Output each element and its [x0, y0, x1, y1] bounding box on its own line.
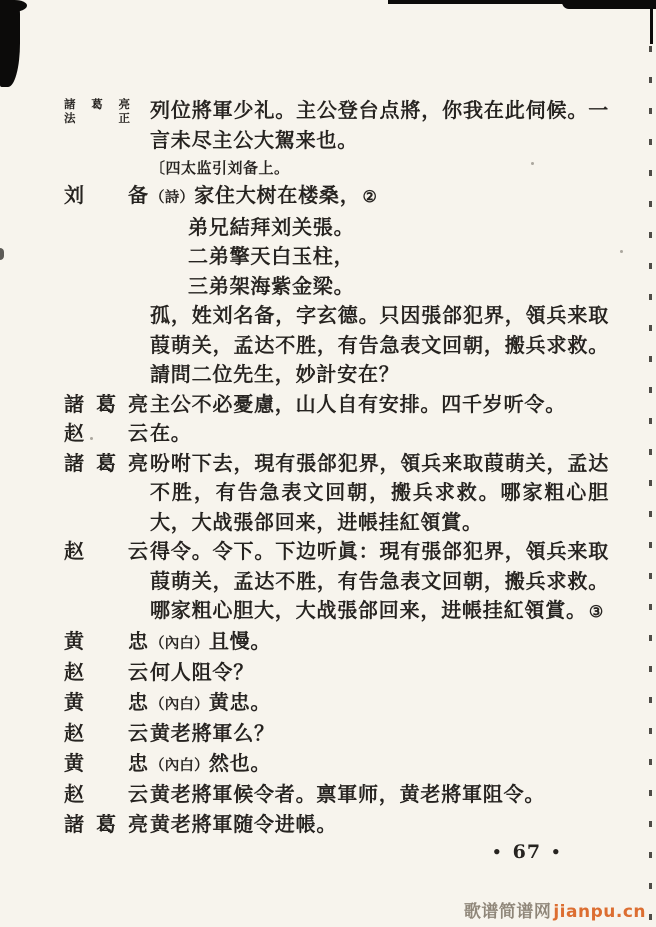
speech-note: （內白） [150, 756, 209, 774]
speech-text: 得令。令下。下边听眞：現有張郃犯界，領兵来取葭萌关，孟达不胜，有告急表文回朝，搬兵求救。哪家粗心胆大，大战張郃回来，进帳挂紅領賞。 [150, 539, 609, 622]
speaker-name: 黄 忠 [64, 750, 148, 775]
verse-line: 二弟擎天白玉柱， [188, 244, 355, 268]
speech-text: 黄老將軍候令者。禀軍师，黄老將軍阻令。 [150, 782, 546, 806]
speaker-dual-label [64, 96, 148, 125]
speech-block [150, 537, 609, 627]
dialogue-row [64, 719, 609, 749]
speech-block [150, 627, 609, 659]
speaker-name: 黄 忠 [64, 689, 148, 714]
speech-note: （詩） [150, 189, 195, 206]
dialogue-row [64, 419, 609, 449]
speech-text: 黄忠。 [208, 689, 272, 714]
dialogue-row [64, 181, 609, 390]
speech-note: （內白） [150, 695, 209, 713]
speech-text: 在。 [150, 421, 192, 445]
dialogue-row [64, 688, 609, 720]
dialogue-row [64, 780, 609, 810]
speech-text: 吩咐下去，現有張郃犯界，領兵来取葭萌关，孟达不胜，有告急表文回朝，搬兵求救。哪家粗心胆大，大战張郃回来，进帳挂紅領賞。 [150, 450, 609, 534]
dialogue-row [64, 537, 609, 627]
scan-artifact-right-edge-dashes [649, 46, 652, 927]
speaker-name: 諸葛亮 [64, 450, 148, 475]
speech-text: 孤，姓刘名备，字玄德。只因張郃犯界，領兵来取葭萌关，孟达不胜，有告急表文回朝，搬兵求救。請問二位先生，妙計安在？ [150, 303, 609, 386]
speech-text: 且慢。 [208, 628, 272, 653]
script-content [64, 96, 609, 839]
scan-artifact-right-edge-top [650, 0, 653, 44]
speech-block [150, 181, 609, 390]
stage-direction-row [64, 155, 609, 181]
speech-block [150, 749, 609, 781]
footnote-marker: ② [362, 187, 377, 206]
dialogue-row [64, 658, 609, 688]
page-number [492, 841, 562, 863]
watermark [464, 897, 646, 922]
scan-speck [620, 250, 623, 253]
speaker-name: 黄 忠 [64, 628, 148, 653]
speaker-name: 諸葛亮 [64, 811, 148, 836]
watermark-site-url: jianpu.cn [553, 902, 646, 922]
speech-text: 黄老將軍么？ [150, 721, 275, 745]
speaker-name: 赵 云 [64, 539, 148, 563]
speaker-name: 諸葛亮 [64, 391, 148, 416]
scan-artifact-left-mark [0, 248, 4, 260]
verse-line: 三弟架海紫金梁。 [188, 273, 355, 298]
speech-text: 列位將軍少礼。主公登台点將，你我在此伺候。一言未尽主公大駕来也。 [150, 98, 609, 152]
speech-text: 主公不必憂慮，山人自有安排。四千岁听令。 [150, 391, 566, 416]
scan-artifact-top-right-corner [562, 0, 656, 9]
scan-artifact-top-left-blob [0, 0, 20, 87]
speaker-name: 法 正 [64, 111, 130, 125]
stage-direction: 〔四太监引刘备上。 [150, 159, 290, 177]
footnote-marker: ③ [588, 602, 604, 621]
dialogue-row [64, 749, 609, 781]
speaker-name: 赵 云 [64, 660, 148, 684]
poem-line [150, 181, 609, 213]
dialogue-row [64, 96, 609, 155]
speech-text: 黄老將軍随令进帳。 [150, 811, 338, 836]
dialogue-row [64, 449, 609, 538]
dialogue-row [64, 390, 609, 420]
speech-text: 然也。 [208, 750, 272, 775]
speaker-name: 諸葛亮 [64, 97, 130, 111]
speech-text: 何人阻令？ [150, 660, 254, 684]
dialogue-row [64, 627, 609, 659]
speaker-name: 赵 云 [64, 421, 148, 445]
page-number-value: 67 [512, 841, 542, 863]
speaker-name: 赵 云 [64, 782, 148, 806]
page-number-bullet: • [551, 842, 562, 861]
dialogue-row [64, 810, 609, 840]
poem-text: 家住大树在楼桑， [194, 183, 361, 207]
verse-line: 弟兄結拜刘关張。 [188, 214, 355, 239]
page-number-bullet: • [492, 842, 503, 861]
speech-block [150, 688, 609, 720]
speech-note: （內白） [150, 634, 209, 652]
speaker-name: 赵 云 [64, 721, 148, 745]
speaker-name: 刘 备 [64, 183, 148, 207]
watermark-site-name: 歌谱简谱网 [463, 902, 552, 922]
